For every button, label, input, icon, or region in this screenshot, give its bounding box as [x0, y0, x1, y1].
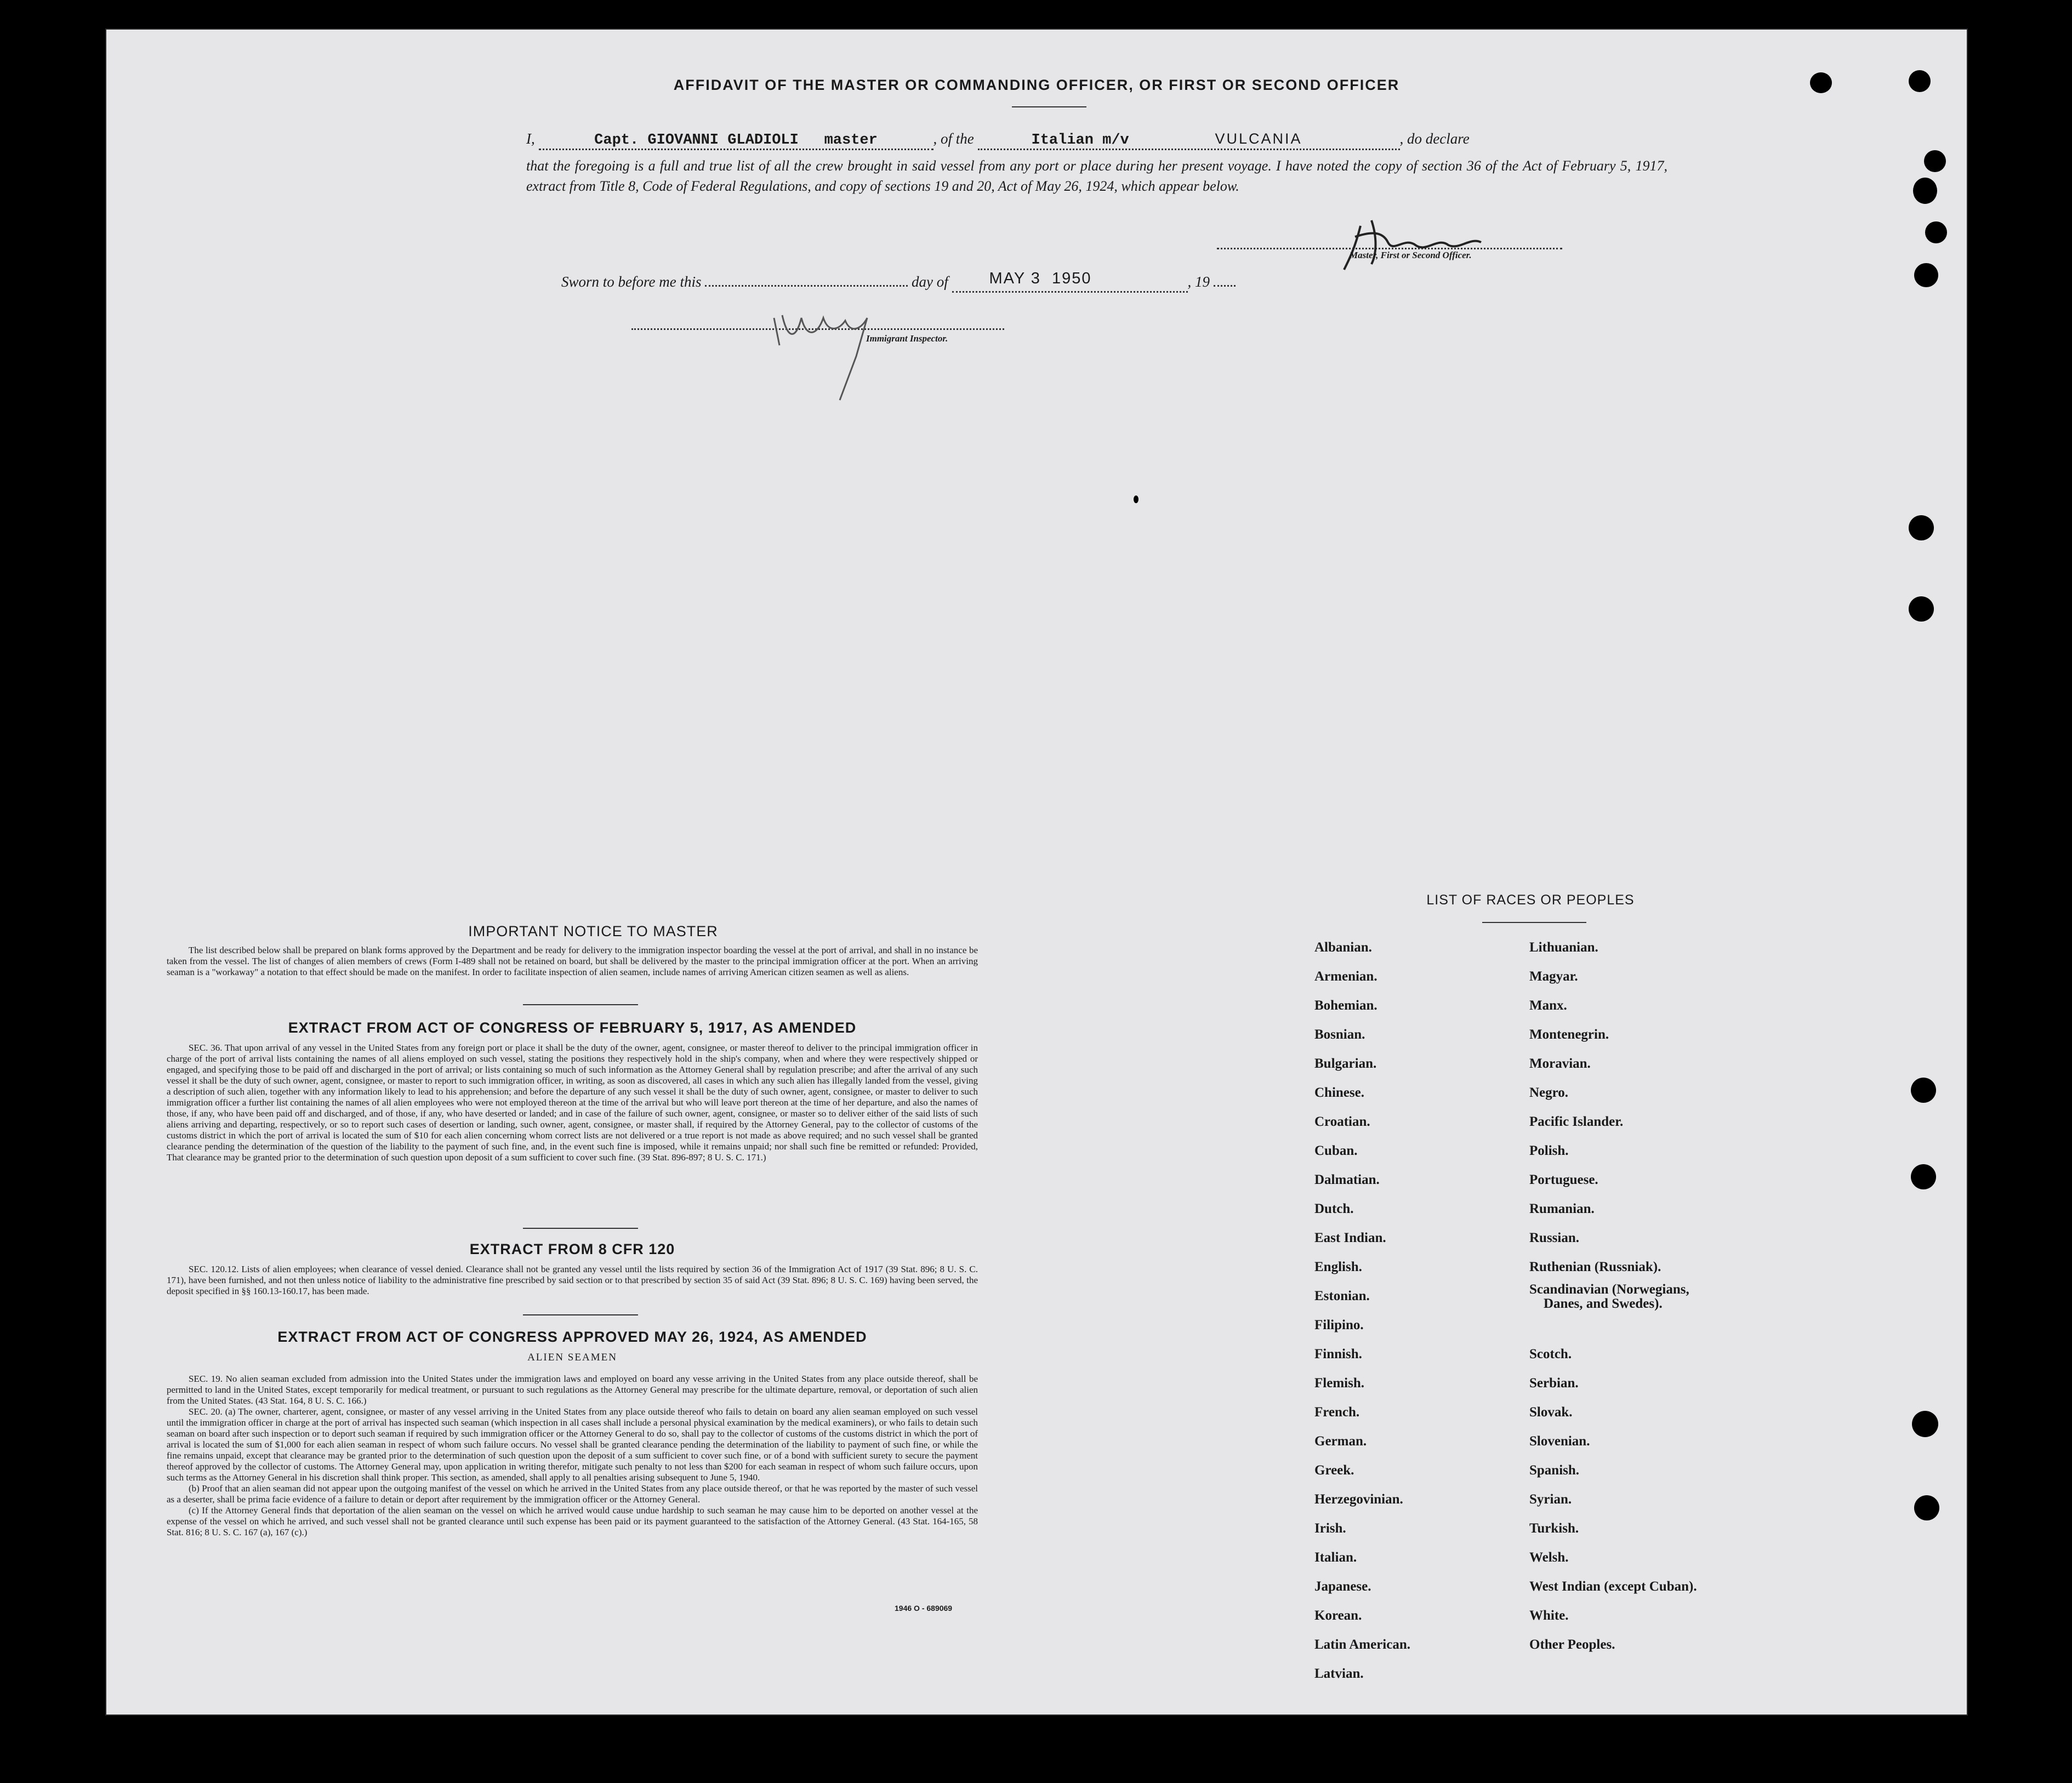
document-sheet — [105, 29, 1968, 1716]
punch-hole — [1913, 178, 1937, 204]
race-item: Flemish. — [1314, 1376, 1364, 1391]
race-item: Serbian. — [1529, 1376, 1579, 1391]
ink-speck — [1134, 495, 1139, 503]
day-of-label: day of — [912, 274, 948, 290]
sec-20b-text: (b) Proof that an alien seaman did not appear upon the outgoing manifest of the vessel on which he arrived in the United States from any place outside thereof, or that he was reported by the master of such vessel as a deserter, shall be prima facie evidence of a failure to detain or deport after requirement by the immigration officer or the Attorney General. — [167, 1483, 978, 1505]
races-divider — [1482, 922, 1586, 923]
sec-20c-text: (c) If the Attorney General finds that deportation of the alien seaman on the vessel on which he arrived would cause undue hardship to such seaman he may cause him to be deported on another vessel at the expense of the vessel on which he arrived, and such vessel shall not be granted clearance until such expense has been paid or its payment guaranteed to the satisfaction of the Attorney General. (43 Stat. 164-165, 58 Stat. 816; 8 U. S. C. 167 (a), 167 (c).) — [167, 1505, 978, 1537]
officer-signature-caption: Master, First or Second Officer. — [1350, 250, 1472, 260]
race-item-line: Danes, and Swedes). — [1544, 1296, 1663, 1311]
year-prefix: , 19 — [1187, 274, 1210, 290]
race-item: Slovenian. — [1529, 1434, 1590, 1449]
race-item: Finnish. — [1314, 1347, 1362, 1362]
race-item: Croatian. — [1314, 1114, 1370, 1129]
punch-hole — [1911, 1164, 1936, 1189]
race-item: Syrian. — [1529, 1492, 1572, 1507]
race-item: Filipino. — [1314, 1318, 1364, 1332]
inspector-caption: Immigrant Inspector. — [866, 333, 948, 344]
affidavit-title: AFFIDAVIT OF THE MASTER OR COMMANDING OFFICER, OR FIRST OR SECOND OFFICER — [673, 77, 1400, 93]
races-title: LIST OF RACES OR PEOPLES — [1426, 892, 1635, 908]
race-item: French. — [1314, 1405, 1360, 1420]
race-item-line: Scandinavian (Norwegians, — [1529, 1282, 1689, 1297]
vessel-type: Italian m/v — [1031, 132, 1129, 149]
race-item: Bohemian. — [1314, 998, 1377, 1013]
race-item: Negro. — [1529, 1085, 1569, 1100]
race-item: West Indian (except Cuban). — [1529, 1579, 1697, 1594]
race-item: Chinese. — [1314, 1085, 1364, 1100]
race-item: English. — [1314, 1260, 1362, 1274]
race-item: Ruthenian (Russniak). — [1529, 1260, 1661, 1274]
punch-hole — [1909, 596, 1934, 622]
sec-19-text: SEC. 19. No alien seaman excluded from admission into the United States under the immigration laws and employed on board any vesse arriving in the United States from any place outside thereof, shall be permitted to land in the United States, except temporarily for medical treatment, or pursuant to such regulations as the Attorney General may prescribe for the ultimate departure, removal, or deportation of such alien from the United States. (43 Stat. 164, 8 U. S. C. 166.) — [167, 1374, 978, 1406]
race-item: Manx. — [1529, 998, 1567, 1013]
race-item: Estonian. — [1314, 1289, 1370, 1303]
race-item: Bosnian. — [1314, 1027, 1365, 1042]
sec-20a-text: SEC. 20. (a) The owner, charterer, agent, consignee, or master of any vessel arriving in the United States from any place outside thereof who fails to detain on board any alien seaman employed on such vessel until the immigration officer in charge at the port of arrival has inspected such seaman (which inspection in all cases shall include a personal physical examination by the medical examiners), or who fails to detain such seaman on board after such inspection or to deport such seaman if required by such immigration officer or the Attorney General to do so, shall pay to the collector of customs of the customs district in which the port of arrival is located the sum of $1,000 for each alien seaman in respect of whom such failure occurs. No vessel shall be granted clearance pending the determination of the liability to payment of such fine, or while the fine remains unpaid, except that clearance may be granted prior to the determination of such question upon the deposit of a sum sufficient to cover such fine, or of a bond with sufficient surety to secure the payment thereof approved by the collector of customs. The Attorney General may, upon application in writing therefor, mitigate such penalty to not less than $200 for each seaman in respect of whom such failure occurs, upon such terms as the Attorney General in his discretion shall think proper. This section, as amended, shall apply to all penalties arising subsequent to June 5, 1940. — [167, 1406, 978, 1483]
vessel-field — [978, 130, 1400, 150]
punch-hole — [1912, 1411, 1938, 1437]
captain-role: master — [824, 132, 878, 149]
race-item: Lithuanian. — [1529, 940, 1598, 955]
race-item: Welsh. — [1529, 1550, 1569, 1565]
race-item: Other Peoples. — [1529, 1637, 1615, 1652]
race-item: White. — [1529, 1608, 1569, 1623]
race-item: Montenegrin. — [1529, 1027, 1609, 1042]
race-item: Bulgarian. — [1314, 1056, 1377, 1071]
race-item: German. — [1314, 1434, 1367, 1449]
notice-divider — [523, 1004, 638, 1005]
extract-1924-title: EXTRACT FROM ACT OF CONGRESS APPROVED MAY 26, 1924, AS AMENDED — [277, 1329, 867, 1345]
races-column-1 — [1314, 933, 1512, 1688]
punch-hole — [1924, 150, 1946, 172]
extract-cfr-divider — [523, 1314, 638, 1315]
extract-1924-subtitle: ALIEN SEAMEN — [527, 1352, 617, 1363]
race-item: Polish. — [1529, 1143, 1569, 1158]
sworn-date-field — [952, 270, 1188, 293]
race-item: Magyar. — [1529, 969, 1578, 984]
extract-1917-title: EXTRACT FROM ACT OF CONGRESS OF FEBRUARY 5, 1917, AS AMENDED — [288, 1019, 857, 1036]
punch-hole — [1914, 1495, 1939, 1520]
race-item: Latvian. — [1314, 1666, 1364, 1681]
race-item: Russian. — [1529, 1231, 1580, 1245]
extract-cfr-title: EXTRACT FROM 8 CFR 120 — [469, 1241, 675, 1257]
punch-hole — [1914, 263, 1938, 287]
race-item: Turkish. — [1529, 1521, 1579, 1536]
punch-hole — [1911, 1078, 1936, 1103]
print-code: 1946 O - 689069 — [895, 1604, 953, 1613]
races-column-2 — [1529, 933, 1836, 1659]
race-item: Scotch. — [1529, 1347, 1572, 1362]
race-item: Herzegovinian. — [1314, 1492, 1403, 1507]
race-item-multiline — [1529, 1281, 1836, 1311]
declaration-body: that the foregoing is a full and true list of all the crew brought in said vessel from any port or place during her present voyage. I have noted the copy of section 36 of the Act of February 5, 1917, extract from Title 8, Code of Federal Regulations, and copy of sections 19 and 20, Act of May 26, 1924, which appear below. — [526, 158, 1667, 194]
race-item: Irish. — [1314, 1521, 1346, 1536]
year-field — [1214, 285, 1236, 287]
of-the-label: , of the — [933, 130, 974, 147]
race-item: Cuban. — [1314, 1143, 1358, 1158]
sworn-day-field — [705, 285, 908, 287]
notice-title: IMPORTANT NOTICE TO MASTER — [468, 923, 718, 939]
sworn-line — [561, 270, 1438, 293]
race-item: Rumanian. — [1529, 1201, 1595, 1216]
date-stamp: MAY 3 1950 — [989, 270, 1092, 287]
race-item: Spanish. — [1529, 1463, 1580, 1478]
race-item: East Indian. — [1314, 1231, 1386, 1245]
race-item: Armenian. — [1314, 969, 1377, 984]
extract-1917-text: SEC. 36. That upon arrival of any vessel in the United States from any foreign port or place it shall be the duty of the owner, agent, consignee, or master thereof to deliver to the principal immigration officer in charge of the port of arrival lists containing the names of all aliens employed on such vessel, stating the positions they respectively hold in the ship's company, when and where they were respectively shipped or engaged, and specifying those to be paid off and discharged in the port of arrival; or lists containing so much of such information as the Attorney General shall by regulation prescribe; and after the arrival of any such vessel it shall be the duty of such owner, agent, consignee, or master to report to such immigration officer, in writing, as soon as discovered, all cases in which any such alien has illegally landed from the vessel, giving a description of such alien, together with any information likely to lead to his apprehension; and before the departure of any such vessel it shall be the duty of such owner, agent, consignee, or master to deliver to such immigration officer a further list containing the names of all alien employees who were not employed thereon at the time of the arrival but who will leave port thereon at the time of her departure, and also the names of those, if any, who have been paid off and discharged, and of those, if any, who have deserted or landed; and in case of the failure of such owner, agent, consignee, or master so to deliver either of the said lists of such aliens arriving and departing, respectively, or so to report such cases of desertion or landing, such owner, agent, consignee, or master shall, if required by the Attorney General, pay to the collector of customs of the customs district in which the port of arrival is located the sum of $10 for each alien concerning whom correct lists are not delivered or a true report is not made as above required; and no such vessel shall be granted clearance pending the determination of the question of the liability to the payment of such fine, and, in the event such fine is imposed, while it remains unpaid; nor shall such fine be remitted or refunded: Provided, That clearance may be granted prior to the determination of such question upon deposit of a sum sufficient to cover such fine. (39 Stat. 896-897; 8 U. S. C. 171.) — [167, 1043, 978, 1163]
name-field — [539, 130, 933, 150]
race-item: Portuguese. — [1529, 1172, 1598, 1187]
race-item: Pacific Islander. — [1529, 1114, 1624, 1129]
vessel-name: VULCANIA — [1215, 130, 1302, 147]
extract-cfr-text: SEC. 120.12. Lists of alien employees; when clearance of vessel denied. Clearance shall not be granted any vessel until the lists required by section 36 of the Immigration Act of 1917 (39 Stat. 896; 8 U. S. C. 171), have been furnished, and not then unless notice of liability to the administrative fine prescribed by said section or to that prescribed by section 35 of said Act (39 Stat. 896; 8 U. S. C. 169) having been served, the deposit specified in §§ 160.13-160.17, has been made. — [167, 1264, 978, 1296]
race-item: Dutch. — [1314, 1201, 1354, 1216]
race-item: Dalmatian. — [1314, 1172, 1380, 1187]
notice-text: The list described below shall be prepared on blank forms approved by the Department and be ready for delivery to the immigration inspector boarding the vessel at the port of arrival, and shall in no instance be taken from the vessel. The list of changes of alien members of crews (Form I-489 shall not be retained on board, but shall be delivered by the master to the principal immigration officer at the port. When an arriving seaman is a "workaway" a notation to that effect should be made on the manifest. In order to facilitate inspection of alien seamen, include names of arriving American citizen seamen as well as aliens. — [167, 945, 978, 977]
extract-1917-divider — [523, 1228, 638, 1229]
officer-signature — [1339, 215, 1503, 275]
race-item: Albanian. — [1314, 940, 1372, 955]
title-divider — [1012, 106, 1086, 107]
race-item: Slovak. — [1529, 1405, 1573, 1420]
declaration-line — [526, 130, 1677, 152]
captain-name: Capt. GIOVANNI GLADIOLI — [594, 132, 799, 149]
race-item: Japanese. — [1314, 1579, 1371, 1594]
do-declare-label: , do declare — [1399, 130, 1470, 147]
race-item: Greek. — [1314, 1463, 1354, 1478]
extract-1924-text — [167, 1374, 978, 1538]
punch-hole — [1909, 515, 1934, 540]
race-item: Moravian. — [1529, 1056, 1591, 1071]
i-label: I, — [526, 130, 535, 147]
inspector-signature — [763, 296, 906, 406]
punch-hole — [1925, 221, 1947, 243]
sworn-label: Sworn to before me this — [561, 274, 702, 290]
race-item-spacer — [1529, 1311, 1836, 1340]
race-item: Latin American. — [1314, 1637, 1410, 1652]
race-item: Korean. — [1314, 1608, 1362, 1623]
race-item: Italian. — [1314, 1550, 1357, 1565]
